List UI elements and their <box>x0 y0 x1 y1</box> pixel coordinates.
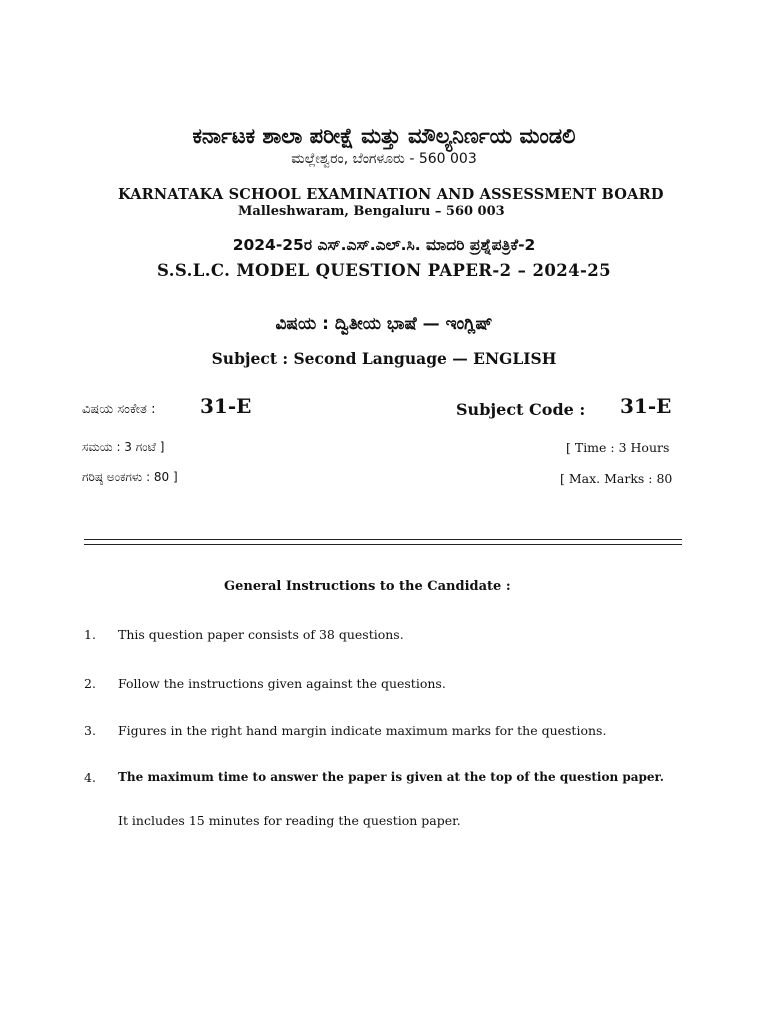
divider-line-top <box>84 539 682 540</box>
board-name-kannada: ಕರ್ನಾಟಕ ಶಾಲಾ ಪರೀಕ್ಷೆ ಮತ್ತು ಮೌಲ್ಯನಿರ್ಣಯ ಮಂಡಲಿ <box>192 124 576 148</box>
subject-code-label-english: Subject Code : <box>456 400 586 419</box>
instruction-continuation: It includes 15 minutes for reading the question paper. <box>118 813 461 828</box>
max-marks-english: [ Max. Marks : 80 <box>560 471 673 486</box>
board-address-kannada: ಮಲ್ಲೇಶ್ವರಂ, ಬೆಂಗಳೂರು - 560 003 <box>291 151 477 167</box>
instruction-number: 2. <box>84 676 96 691</box>
instruction-number: 4. <box>84 770 96 785</box>
board-address-english: Malleshwaram, Bengaluru – 560 003 <box>238 204 505 219</box>
time-english: [ Time : 3 Hours <box>566 440 670 455</box>
instruction-text: Figures in the right hand margin indicate maximum marks for the questions. <box>118 723 607 738</box>
divider-line-bottom <box>84 544 682 545</box>
paper-title-kannada: 2024-25ರ ಎಸ್.ಎಸ್.ಎಲ್.ಸಿ. ಮಾದರಿ ಪ್ರಶ್ನೆಪತ್ರಿಕೆ-2 <box>232 236 536 254</box>
max-marks-kannada: ಗರಿಷ್ಠ ಅಂಕಗಳು : 80 ] <box>82 470 178 484</box>
instructions-title: General Instructions to the Candidate : <box>224 579 511 594</box>
subject-english: Subject : Second Language — ENGLISH <box>211 349 557 368</box>
subject-code-value-english: 31-E <box>620 394 672 418</box>
subject-code-label-kannada: ವಿಷಯ ಸಂಕೇತ : <box>82 402 156 417</box>
subject-kannada: ವಿಷಯ : ದ್ವಿತೀಯ ಭಾಷೆ — ಇಂಗ್ಲಿಷ್ <box>275 314 493 334</box>
paper-title-english: S.S.L.C. MODEL QUESTION PAPER-2 – 2024-25 <box>156 261 612 280</box>
instruction-text: The maximum time to answer the paper is given at the top of the question paper. <box>118 770 664 784</box>
board-name-english: KARNATAKA SCHOOL EXAMINATION AND ASSESSMENT BOARD <box>118 186 664 203</box>
time-kannada: ಸಮಯ : 3 ಗಂಟೆ ] <box>82 440 165 454</box>
subject-code-value-kannada: 31-E <box>200 394 252 418</box>
instruction-text: Follow the instructions given against the questions. <box>118 676 446 691</box>
instruction-number: 3. <box>84 723 96 738</box>
instruction-number: 1. <box>84 627 96 642</box>
instruction-text: This question paper consists of 38 questions. <box>118 627 404 642</box>
